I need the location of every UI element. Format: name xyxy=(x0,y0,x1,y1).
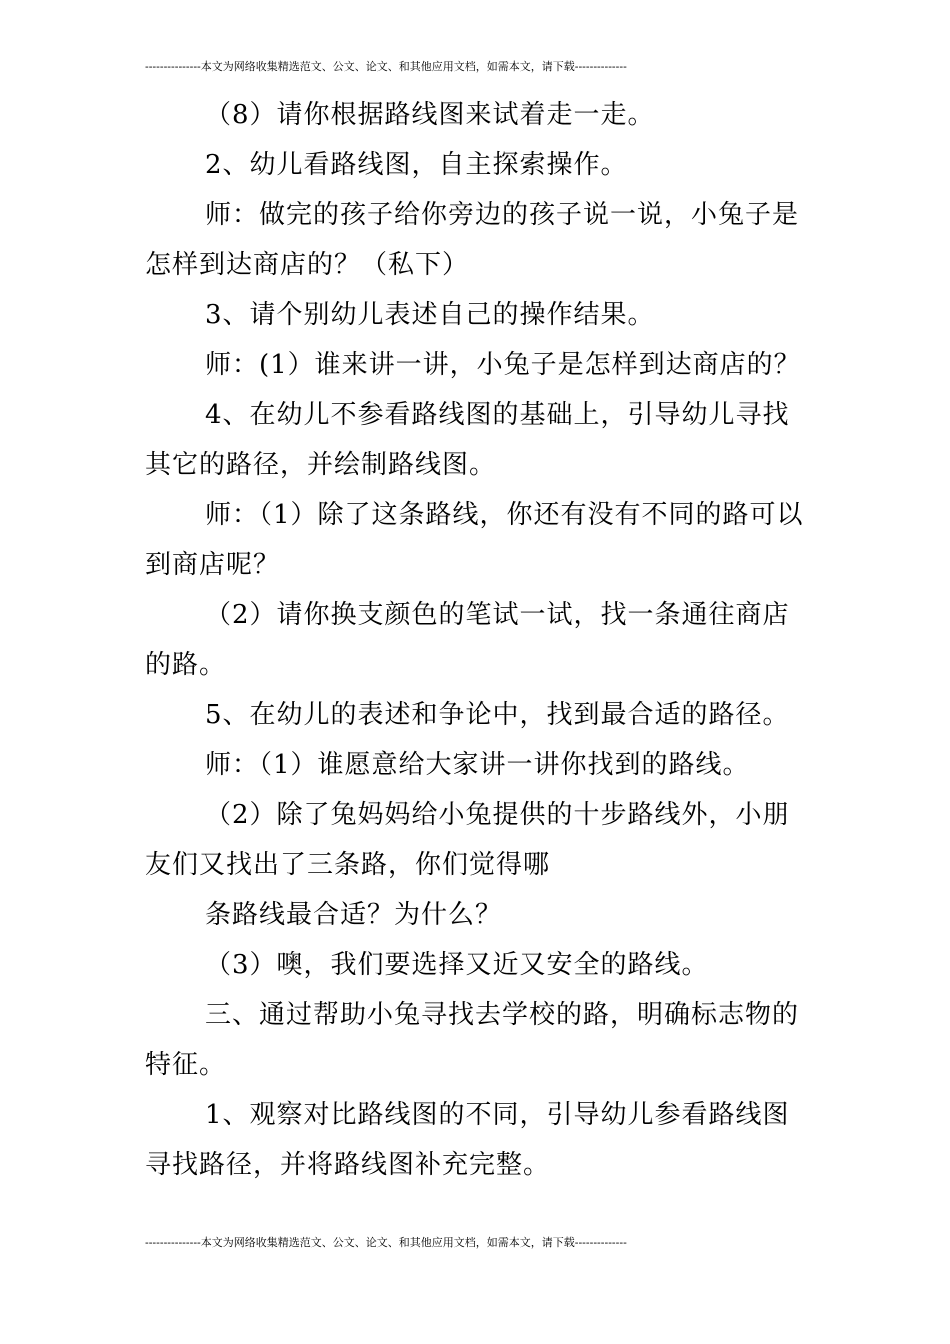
paragraph-step-5: 5、在幼儿的表述和争论中，找到最合适的路径。 xyxy=(205,700,790,730)
paragraph-step-3: 3、请个别幼儿表述自己的操作结果。 xyxy=(205,300,655,330)
paragraph-step-2: 2、幼儿看路线图，自主探索操作。 xyxy=(205,150,628,180)
paragraph-teacher-prompt-1: 师：做完的孩子给你旁边的孩子说一说，小兔子是怎样到达商店的？（私下） xyxy=(145,200,800,280)
paragraph-section-3: 三、通过帮助小兔寻找去学校的路，明确标志物的特征。 xyxy=(145,1000,800,1080)
paragraph-step-8: （8）请你根据路线图来试着走一走。 xyxy=(205,100,655,130)
paragraph-teacher-prompt-2: 师：(1）谁来讲一讲，小兔子是怎样到达商店的？ xyxy=(205,350,801,380)
document-body xyxy=(145,90,810,1190)
paragraph-step-4: 4、在幼儿不参看路线图的基础上，引导幼儿寻找其它的路径，并绘制路线图。 xyxy=(145,400,790,480)
paragraph-continuation: 条路线最合适？为什么？ xyxy=(205,900,503,930)
footer-banner: ---------------本文为网络收集精选范文、公文、论文、和其他应用文档，如需本文，请下载-------------- xyxy=(145,1236,627,1249)
paragraph-section-3-step-1: 1、观察对比路线图的不同，引导幼儿参看路线图寻找路径，并将路线图补充完整。 xyxy=(145,1100,790,1180)
paragraph-sub-2a: （2）请你换支颜色的笔试一试，找一条通往商店的路。 xyxy=(145,600,790,680)
paragraph-teacher-prompt-4: 师：（1）谁愿意给大家讲一讲你找到的路线。 xyxy=(205,750,750,780)
paragraph-teacher-prompt-3: 师：（1）除了这条路线，你还有没有不同的路可以到商店呢？ xyxy=(145,500,804,580)
header-banner: ---------------本文为网络收集精选范文、公文、论文、和其他应用文档，如需本文，请下载-------------- xyxy=(145,60,627,73)
paragraph-sub-2b: （2）除了兔妈妈给小兔提供的十步路线外，小朋友们又找出了三条路，你们觉得哪 xyxy=(145,800,790,880)
paragraph-sub-3: （3）噢，我们要选择又近又安全的路线。 xyxy=(205,950,709,980)
